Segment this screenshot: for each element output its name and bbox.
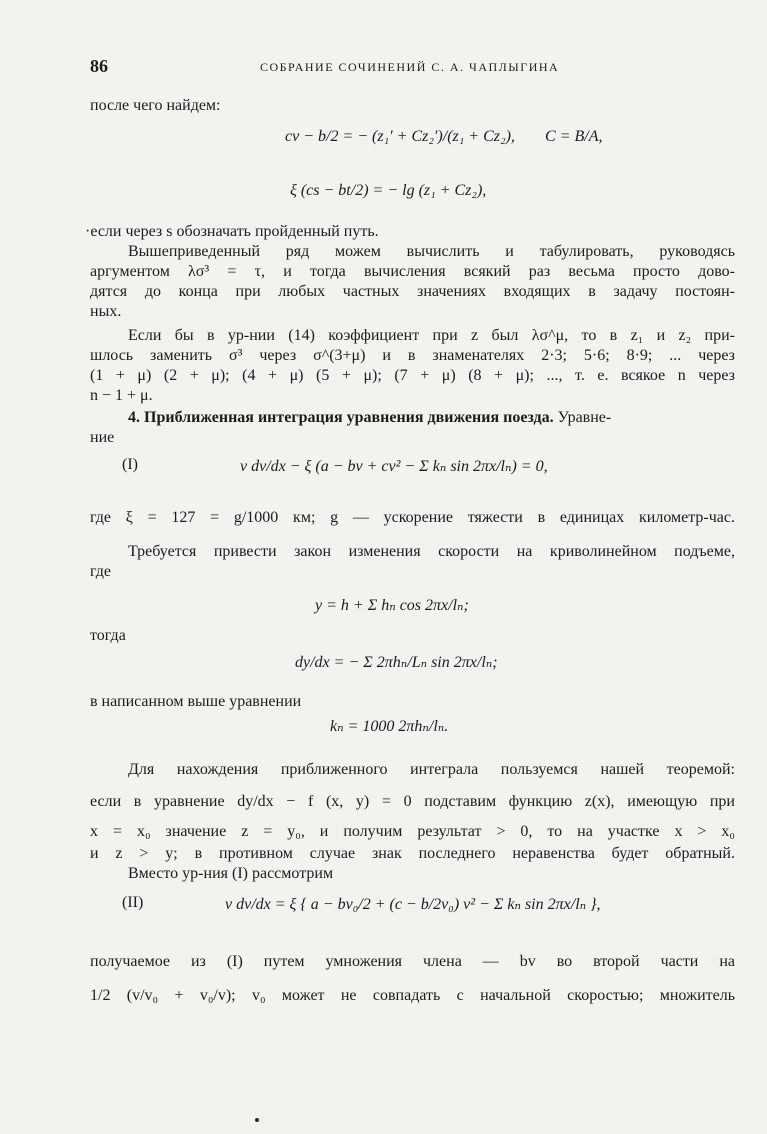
equation-cv: cv − b/2 = − (z₁′ + Cz₂′)/(z₁ + Cz₂), (285, 128, 515, 145)
text-line: после чего найдем: (90, 97, 221, 114)
equation-motion: v dv/dx − ξ (a − bv + cv² − Σ kₙ sin 2πx/lₙ) = 0, (240, 458, 548, 475)
page-number: 86 (90, 56, 108, 76)
equation-dy-dx: dy/dx = − Σ 2πhₙ/Lₙ sin 2πx/lₙ; (295, 654, 498, 671)
equation-tag: (I) (122, 456, 138, 473)
equation-y: y = h + Σ hₙ cos 2πx/lₙ; (315, 597, 469, 614)
section-number: 4. (128, 409, 140, 426)
equation-II: v dv/dx = ξ { a − bv₀/2 + (c − b/2v₀) v² − Σ kₙ sin 2πx/lₙ }, (225, 896, 601, 913)
text-line: Вместо ур-ния (I) рассмотрим (128, 865, 334, 882)
running-title: СОБРАНИЕ СОЧИНЕНИЙ С. А. ЧАПЛЫГИНА (260, 60, 560, 74)
text-line: где (90, 563, 112, 580)
text-line: Для нахождения приближенного интеграла пользуемся нашей теоремой: (128, 761, 735, 778)
text-line: ние (90, 429, 115, 446)
text-line: Требуется привести закон изменения скорости на криволинейном подъеме, (128, 543, 735, 560)
text-line: ·если через s обозначать пройденный путь. (85, 223, 379, 240)
equation-C: C = B/A, (545, 128, 603, 145)
section-heading (90, 408, 735, 428)
text-line: если в уравнение dy/dx − f (x, y) = 0 подставим функцию z(x), имеющую при (90, 793, 735, 810)
text-line: Если бы в ур-нии (14) коэффициент при z был λσ^μ, то в z₁ и z₂ при- (128, 327, 735, 344)
equation-xi-lg: ξ (cs − bt/2) = − lg (z₁ + Cz₂), (290, 182, 487, 199)
section-title: Приближенная интеграция уравнения движения поезда. (144, 409, 554, 426)
section-text: Уравне- (557, 409, 612, 426)
text-line: где ξ = 127 = g/1000 км; g — ускорение тяжести в единицах километр-час. (90, 509, 735, 526)
running-header (90, 56, 735, 78)
text-line: 1/2 (v/v₀ + v₀/v); v₀ может не совпадать с начальной скоростью; множитель (90, 987, 735, 1004)
equation-tag: (II) (122, 894, 144, 911)
equation-kn: kₙ = 1000 2πhₙ/lₙ. (330, 718, 449, 735)
text-line: Вышеприведенный ряд можем вычислить и табулировать, руководясь (128, 243, 735, 260)
text-line: в написанном выше уравнении (90, 693, 302, 710)
text-line: получаемое из (I) путем умножения члена — bv во второй части на (90, 953, 735, 970)
text-line: (1 + μ) (2 + μ); (4 + μ) (5 + μ); (7 + μ) (8 + μ); ..., т. е. всякое n через (90, 367, 735, 384)
text-line: аргументом λσ³ = τ, и тогда вычисления всякий раз весьма просто дово- (90, 263, 735, 280)
text-line: и z > y; в противном случае знак последнего неравенства будет обратный. (90, 845, 735, 862)
text-line: тогда (90, 627, 126, 644)
text-line: шлось заменить σ³ через σ^(3+μ) и в знаменателях 2·3; 5·6; 8·9; ... через (90, 347, 735, 364)
text-line: n − 1 + μ. (90, 387, 153, 404)
text-line: x = x₀ значение z = y₀, и получим результат > 0, то на участке x > x₀ (90, 823, 735, 840)
print-speck (255, 1118, 259, 1122)
text-line: дятся до конца при любых частных значениях входящих в задачу постоян- (90, 283, 735, 300)
text-line: ных. (90, 303, 122, 320)
